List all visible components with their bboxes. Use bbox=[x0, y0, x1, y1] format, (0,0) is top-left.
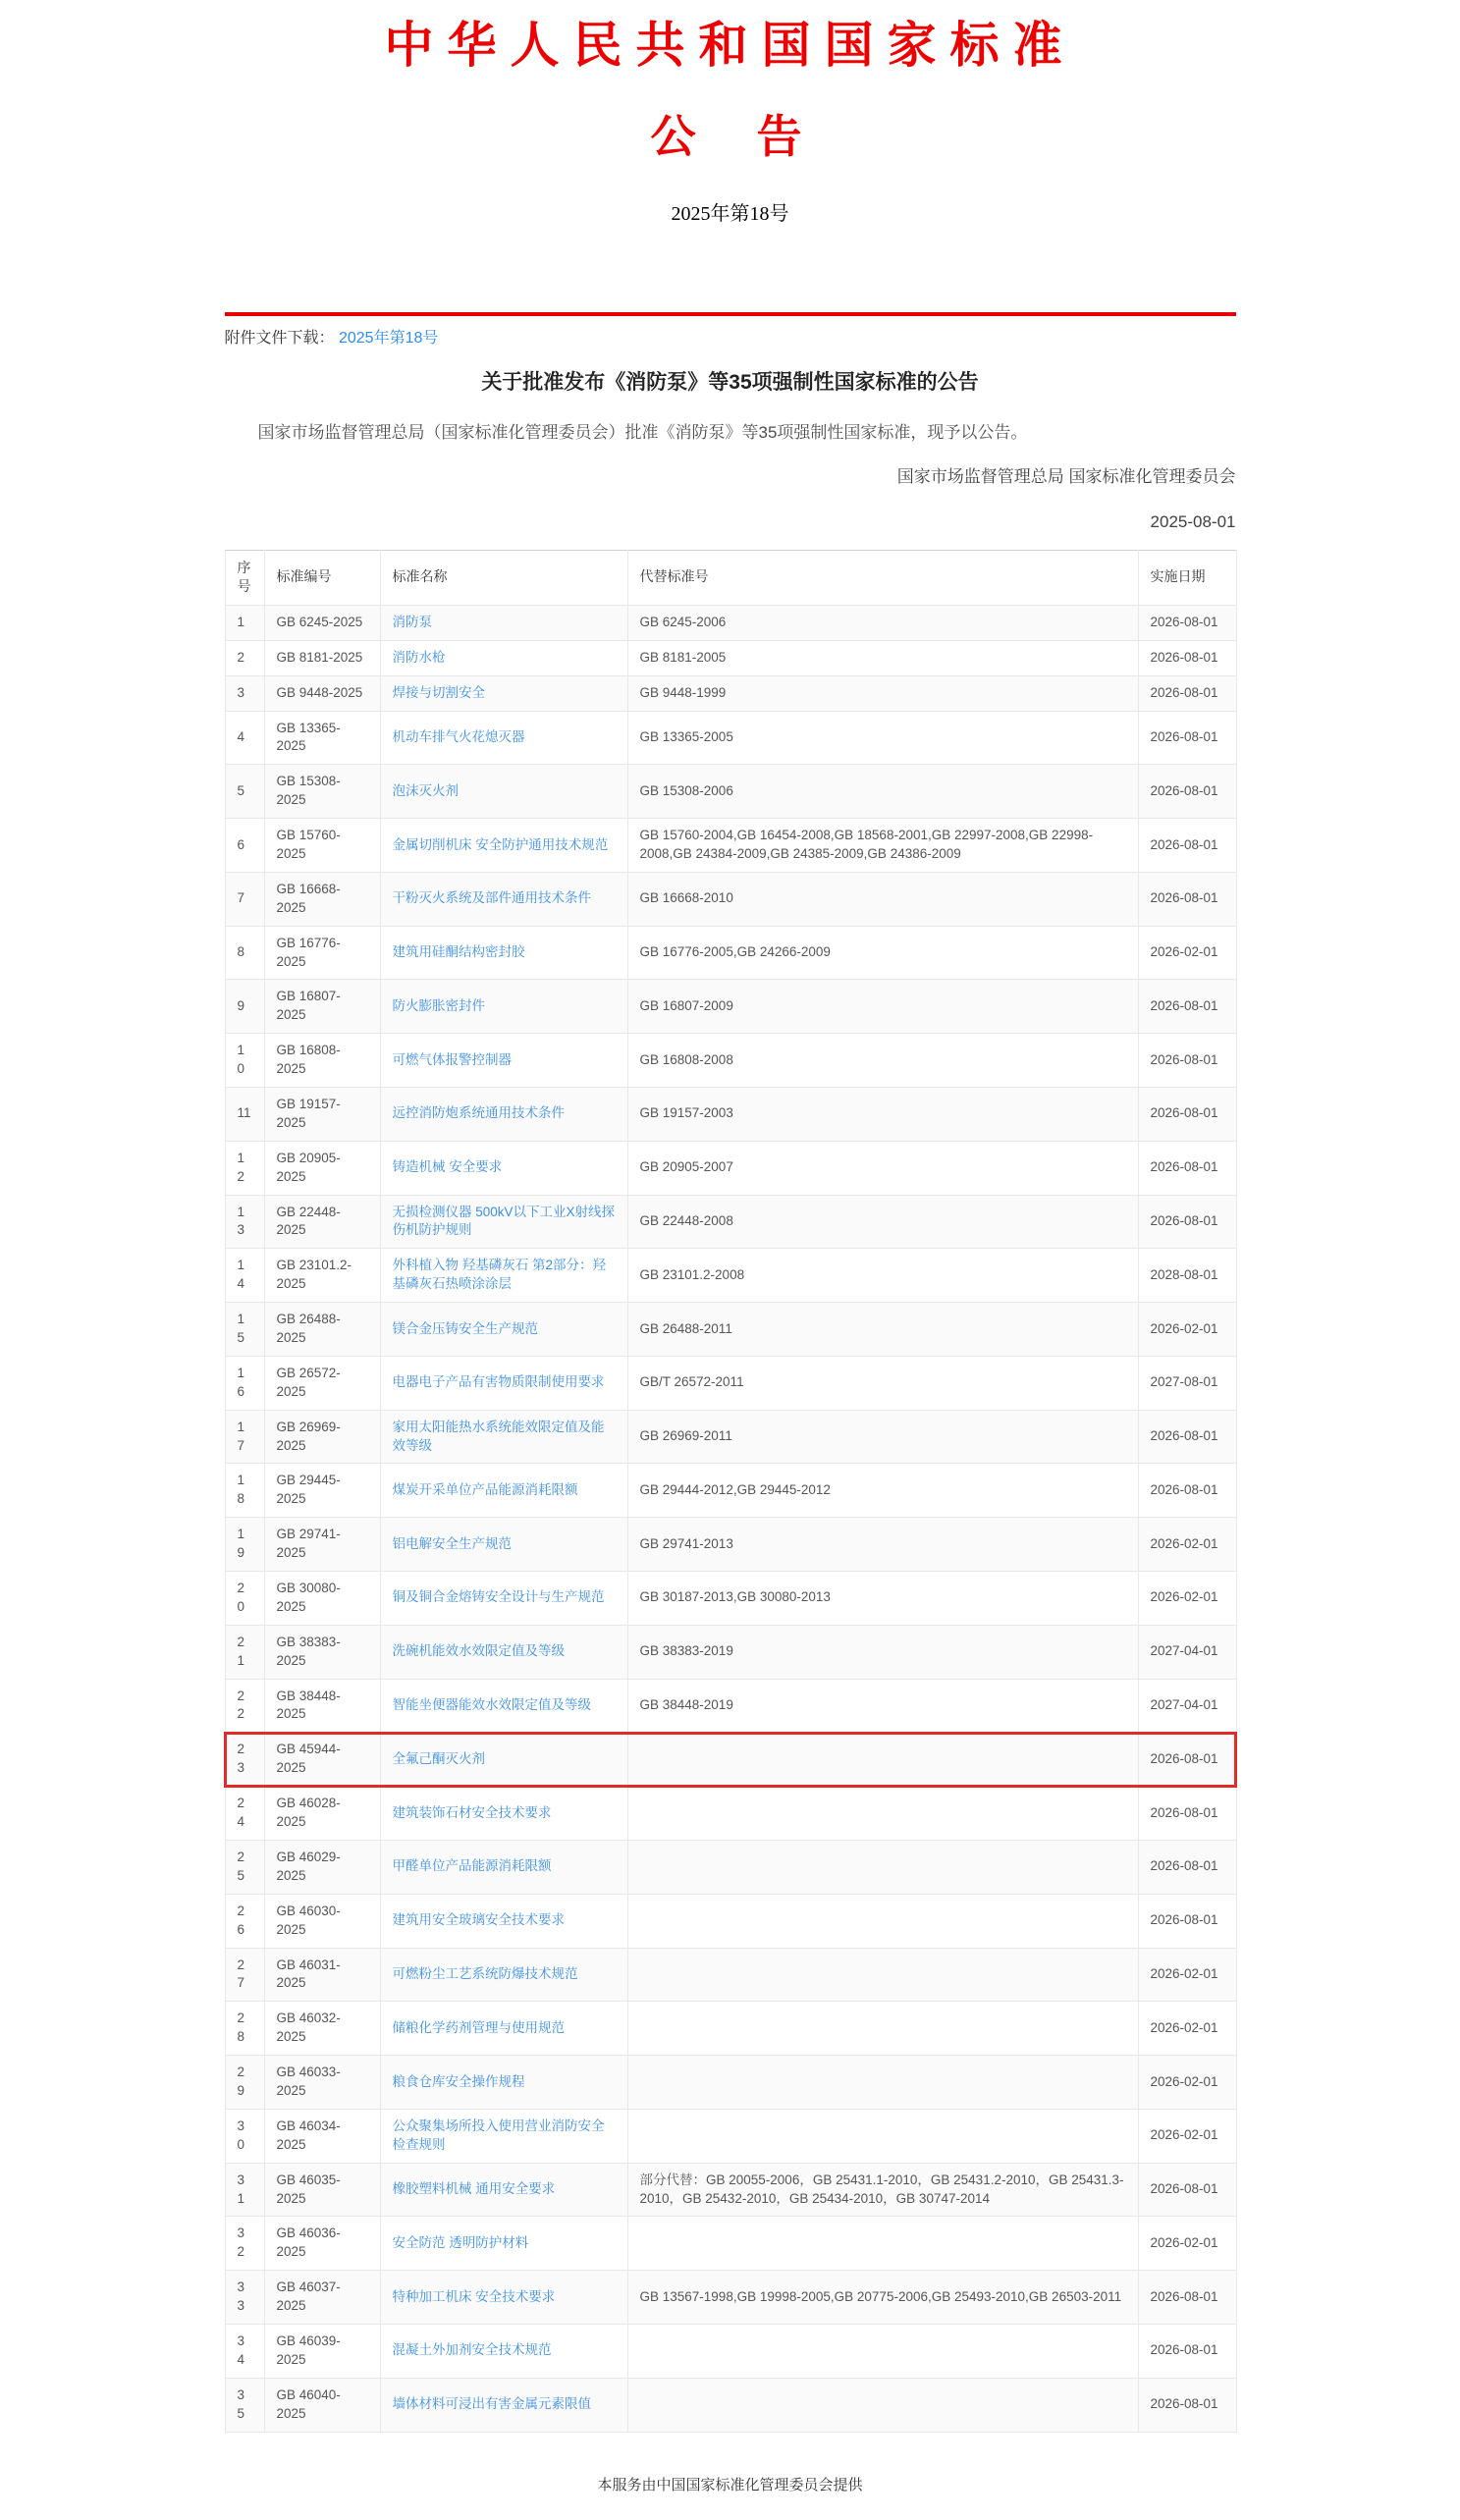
cell-seq: 10 bbox=[225, 1034, 264, 1088]
standard-name-link[interactable]: 可燃粉尘工艺系统防爆技术规范 bbox=[392, 1965, 578, 1981]
cell-date: 2028-08-01 bbox=[1138, 1249, 1236, 1303]
cell-name bbox=[380, 2324, 627, 2378]
cell-replaced: GB 29741-2013 bbox=[627, 1518, 1138, 1572]
cell-name bbox=[380, 1088, 627, 1142]
col-header-seq: 序号 bbox=[225, 550, 264, 605]
standards-table bbox=[225, 550, 1237, 2433]
doc-number: 2025年第18号 bbox=[671, 203, 789, 226]
standard-name-link[interactable]: 安全防范 透明防护材料 bbox=[392, 2234, 529, 2250]
footer-service-note: 本服务由中国国家标准化管理委员会提供 bbox=[597, 2476, 863, 2493]
cell-replaced: GB/T 26572-2011 bbox=[627, 1356, 1138, 1410]
cell-date: 2026-08-01 bbox=[1138, 1894, 1236, 1948]
cell-seq: 11 bbox=[225, 1088, 264, 1142]
table-row bbox=[225, 1464, 1236, 1518]
cell-replaced: 部分代替：GB 20055-2006，GB 25431.1-2010，GB 25431.2-2010，GB 25431.3-2010，GB 25432-2010，GB 25434-2010，GB 30747-2014 bbox=[627, 2163, 1138, 2217]
table-row bbox=[225, 1787, 1236, 1841]
announcement-title: 关于批准发布《消防泵》等35项强制性国家标准的公告 bbox=[481, 371, 979, 395]
cell-name bbox=[380, 1518, 627, 1572]
cell-name bbox=[380, 640, 627, 675]
cell-code: GB 46035-2025 bbox=[264, 2163, 380, 2217]
col-header-code: 标准编号 bbox=[264, 550, 380, 605]
cell-seq: 16 bbox=[225, 1356, 264, 1410]
cell-code: GB 46031-2025 bbox=[264, 1948, 380, 2002]
table-row bbox=[225, 675, 1236, 711]
cell-date: 2026-08-01 bbox=[1138, 2163, 1236, 2217]
cell-name bbox=[380, 605, 627, 640]
cell-name bbox=[380, 980, 627, 1034]
col-header-name: 标准名称 bbox=[380, 550, 627, 605]
table-row bbox=[225, 2324, 1236, 2378]
cell-seq: 13 bbox=[225, 1195, 264, 1249]
cell-replaced: GB 15308-2006 bbox=[627, 765, 1138, 819]
cell-replaced bbox=[627, 2378, 1138, 2432]
standard-name-link[interactable]: 无损检测仪器 500kV以下工业X射线探伤机防护规则 bbox=[392, 1204, 616, 1238]
table-row bbox=[225, 1679, 1236, 1733]
cell-code: GB 8181-2025 bbox=[264, 640, 380, 675]
standard-name-link[interactable]: 全氟己酮灭火剂 bbox=[392, 1750, 485, 1766]
standard-name-link[interactable]: 焊接与切割安全 bbox=[392, 684, 485, 700]
cell-date: 2026-08-01 bbox=[1138, 1034, 1236, 1088]
col-header-replaced: 代替标准号 bbox=[627, 550, 1138, 605]
cell-date: 2026-02-01 bbox=[1138, 2056, 1236, 2110]
cell-date: 2026-08-01 bbox=[1138, 872, 1236, 926]
cell-code: GB 15308-2025 bbox=[264, 765, 380, 819]
cell-date: 2026-08-01 bbox=[1138, 605, 1236, 640]
table-row bbox=[225, 819, 1236, 873]
cell-date: 2026-08-01 bbox=[1138, 1088, 1236, 1142]
cell-replaced bbox=[627, 2324, 1138, 2378]
issuer-line: 国家市场监督管理总局 国家标准化管理委员会 bbox=[896, 466, 1236, 486]
cell-replaced: GB 19157-2003 bbox=[627, 1088, 1138, 1142]
standard-name-link[interactable]: 消防泵 bbox=[392, 614, 432, 629]
cell-date: 2026-02-01 bbox=[1138, 1303, 1236, 1357]
cell-name bbox=[380, 2056, 627, 2110]
cell-replaced bbox=[627, 1733, 1138, 1787]
cell-code: GB 13365-2025 bbox=[264, 711, 380, 765]
standard-name-link[interactable]: 煤炭开采单位产品能源消耗限额 bbox=[392, 1481, 578, 1497]
standard-name-link[interactable]: 家用太阳能热水系统能效限定值及能效等级 bbox=[392, 1419, 605, 1453]
standard-name-link[interactable]: 智能坐便器能效水效限定值及等级 bbox=[392, 1697, 591, 1713]
cell-replaced bbox=[627, 1787, 1138, 1841]
standard-name-link[interactable]: 混凝土外加剂安全技术规范 bbox=[392, 2342, 552, 2358]
cell-code: GB 26572-2025 bbox=[264, 1356, 380, 1410]
cell-replaced: GB 6245-2006 bbox=[627, 605, 1138, 640]
cell-seq: 7 bbox=[225, 872, 264, 926]
cell-replaced: GB 38448-2019 bbox=[627, 1679, 1138, 1733]
cell-replaced: GB 16668-2010 bbox=[627, 872, 1138, 926]
table-row bbox=[225, 2378, 1236, 2432]
cell-date: 2027-08-01 bbox=[1138, 1356, 1236, 1410]
standard-name-link[interactable]: 铸造机械 安全要求 bbox=[392, 1159, 503, 1175]
table-row bbox=[225, 1518, 1236, 1572]
cell-replaced: GB 20905-2007 bbox=[627, 1141, 1138, 1195]
cell-name bbox=[380, 2163, 627, 2217]
cell-date: 2026-02-01 bbox=[1138, 1518, 1236, 1572]
cell-replaced: GB 13365-2005 bbox=[627, 711, 1138, 765]
cell-code: GB 46039-2025 bbox=[264, 2324, 380, 2378]
cell-name bbox=[380, 711, 627, 765]
cell-name bbox=[380, 1141, 627, 1195]
table-row bbox=[225, 1088, 1236, 1142]
cell-seq: 26 bbox=[225, 1894, 264, 1948]
cell-code: GB 30080-2025 bbox=[264, 1572, 380, 1626]
cell-seq: 20 bbox=[225, 1572, 264, 1626]
cell-name bbox=[380, 2378, 627, 2432]
cell-code: GB 6245-2025 bbox=[264, 605, 380, 640]
cell-name bbox=[380, 1356, 627, 1410]
standard-name-link[interactable]: 外科植入物 羟基磷灰石 第2部分：羟基磷灰石热喷涂涂层 bbox=[392, 1258, 607, 1292]
cell-code: GB 15760-2025 bbox=[264, 819, 380, 873]
cell-date: 2026-08-01 bbox=[1138, 980, 1236, 1034]
cell-name bbox=[380, 1625, 627, 1679]
standard-name-link[interactable]: 橡胶塑料机械 通用安全要求 bbox=[392, 2181, 556, 2197]
cell-code: GB 16776-2025 bbox=[264, 926, 380, 980]
cell-code: GB 46036-2025 bbox=[264, 2217, 380, 2271]
cell-name bbox=[380, 1195, 627, 1249]
attachment-line bbox=[225, 325, 1236, 348]
cell-date: 2026-08-01 bbox=[1138, 1141, 1236, 1195]
cell-date: 2026-08-01 bbox=[1138, 640, 1236, 675]
standard-name-link[interactable]: 干粉灭火系统及部件通用技术条件 bbox=[392, 890, 591, 906]
cell-name bbox=[380, 1787, 627, 1841]
table-row bbox=[225, 1733, 1236, 1787]
table-row bbox=[225, 2056, 1236, 2110]
cell-code: GB 38448-2025 bbox=[264, 1679, 380, 1733]
cell-date: 2026-02-01 bbox=[1138, 1948, 1236, 2002]
cell-replaced: GB 15760-2004,GB 16454-2008,GB 18568-2001,GB 22997-2008,GB 22998-2008,GB 24384-2009,GB 24385-2009,GB 24386-2009 bbox=[627, 819, 1138, 873]
cell-name bbox=[380, 1840, 627, 1894]
cell-seq: 17 bbox=[225, 1410, 264, 1464]
page-title: 中华人民共和国国家标准 bbox=[384, 18, 1076, 73]
cell-seq: 32 bbox=[225, 2217, 264, 2271]
standard-name-link[interactable]: 建筑用硅酮结构密封胶 bbox=[392, 944, 525, 960]
cell-date: 2026-02-01 bbox=[1138, 2002, 1236, 2056]
cell-replaced bbox=[627, 2056, 1138, 2110]
cell-date: 2026-08-01 bbox=[1138, 2378, 1236, 2432]
cell-code: GB 46029-2025 bbox=[264, 1840, 380, 1894]
cell-date: 2027-04-01 bbox=[1138, 1679, 1236, 1733]
cell-seq: 31 bbox=[225, 2163, 264, 2217]
table-row bbox=[225, 2002, 1236, 2056]
standard-name-link[interactable]: 电器电子产品有害物质限制使用要求 bbox=[392, 1374, 605, 1390]
page-subtitle: 公 告 bbox=[650, 112, 810, 162]
table-row bbox=[225, 1034, 1236, 1088]
standards-table-body bbox=[225, 605, 1236, 2432]
cell-seq: 3 bbox=[225, 675, 264, 711]
cell-name bbox=[380, 926, 627, 980]
cell-seq: 6 bbox=[225, 819, 264, 873]
cell-replaced: GB 16808-2008 bbox=[627, 1034, 1138, 1088]
table-row bbox=[225, 1303, 1236, 1357]
cell-name bbox=[380, 1034, 627, 1088]
cell-code: GB 46037-2025 bbox=[264, 2271, 380, 2325]
cell-replaced: GB 26488-2011 bbox=[627, 1303, 1138, 1357]
cell-seq: 29 bbox=[225, 2056, 264, 2110]
standard-name-link[interactable]: 储粮化学药剂管理与使用规范 bbox=[392, 2019, 565, 2035]
table-row bbox=[225, 1141, 1236, 1195]
standard-name-link[interactable]: 防火膨胀密封件 bbox=[392, 997, 485, 1013]
cell-seq: 8 bbox=[225, 926, 264, 980]
cell-seq: 18 bbox=[225, 1464, 264, 1518]
cell-name bbox=[380, 1249, 627, 1303]
cell-seq: 2 bbox=[225, 640, 264, 675]
cell-seq: 24 bbox=[225, 1787, 264, 1841]
cell-code: GB 45944-2025 bbox=[264, 1733, 380, 1787]
cell-date: 2026-08-01 bbox=[1138, 1733, 1236, 1787]
cell-replaced bbox=[627, 2217, 1138, 2271]
cell-date: 2026-08-01 bbox=[1138, 819, 1236, 873]
cell-replaced bbox=[627, 1840, 1138, 1894]
standard-name-link[interactable]: 铝电解安全生产规范 bbox=[392, 1535, 512, 1551]
attachment-label: 附件文件下载： bbox=[224, 330, 335, 348]
table-row bbox=[225, 711, 1236, 765]
standard-name-link[interactable]: 泡沫灭火剂 bbox=[392, 782, 459, 798]
table-row bbox=[225, 1356, 1236, 1410]
standard-name-link[interactable]: 可燃气体报警控制器 bbox=[392, 1051, 512, 1067]
cell-seq: 33 bbox=[225, 2271, 264, 2325]
cell-code: GB 16807-2025 bbox=[264, 980, 380, 1034]
cell-name bbox=[380, 2002, 627, 2056]
cell-seq: 9 bbox=[225, 980, 264, 1034]
table-row bbox=[225, 2271, 1236, 2325]
cell-replaced: GB 38383-2019 bbox=[627, 1625, 1138, 1679]
masthead bbox=[225, 16, 1236, 226]
cell-name bbox=[380, 2271, 627, 2325]
table-row bbox=[225, 1572, 1236, 1626]
table-row bbox=[225, 1249, 1236, 1303]
table-row bbox=[225, 2163, 1236, 2217]
cell-code: GB 46040-2025 bbox=[264, 2378, 380, 2432]
cell-replaced: GB 16776-2005,GB 24266-2009 bbox=[627, 926, 1138, 980]
cell-name bbox=[380, 2109, 627, 2163]
cell-date: 2026-08-01 bbox=[1138, 1464, 1236, 1518]
cell-code: GB 9448-2025 bbox=[264, 675, 380, 711]
cell-replaced bbox=[627, 1948, 1138, 2002]
standard-name-link[interactable]: 消防水枪 bbox=[392, 649, 446, 665]
table-row bbox=[225, 1840, 1236, 1894]
red-divider bbox=[225, 312, 1236, 316]
cell-code: GB 26488-2025 bbox=[264, 1303, 380, 1357]
standard-name-link[interactable]: 特种加工机床 安全技术要求 bbox=[392, 2288, 556, 2304]
cell-seq: 23 bbox=[225, 1733, 264, 1787]
cell-replaced: GB 30187-2013,GB 30080-2013 bbox=[627, 1572, 1138, 1626]
cell-replaced: GB 13567-1998,GB 19998-2005,GB 20775-2006,GB 25493-2010,GB 26503-2011 bbox=[627, 2271, 1138, 2325]
table-row bbox=[225, 1195, 1236, 1249]
cell-replaced: GB 22448-2008 bbox=[627, 1195, 1138, 1249]
standard-name-link[interactable]: 粮食仓库安全操作规程 bbox=[392, 2073, 525, 2089]
cell-name bbox=[380, 1733, 627, 1787]
cell-date: 2026-08-01 bbox=[1138, 675, 1236, 711]
cell-seq: 27 bbox=[225, 1948, 264, 2002]
table-row bbox=[225, 640, 1236, 675]
cell-date: 2026-08-01 bbox=[1138, 765, 1236, 819]
announcement-body: 国家市场监督管理总局（国家标准化管理委员会）批准《消防泵》等35项强制性国家标准，现予以公告。 bbox=[257, 423, 1028, 443]
table-row bbox=[225, 2109, 1236, 2163]
cell-seq: 12 bbox=[225, 1141, 264, 1195]
cell-seq: 28 bbox=[225, 2002, 264, 2056]
cell-date: 2026-08-01 bbox=[1138, 2271, 1236, 2325]
attachment-download-link[interactable]: 2025年第18号 bbox=[338, 330, 439, 348]
cell-seq: 4 bbox=[225, 711, 264, 765]
cell-code: GB 46030-2025 bbox=[264, 1894, 380, 1948]
table-row bbox=[225, 605, 1236, 640]
cell-date: 2026-08-01 bbox=[1138, 2324, 1236, 2378]
cell-date: 2026-08-01 bbox=[1138, 1410, 1236, 1464]
cell-seq: 30 bbox=[225, 2109, 264, 2163]
cell-seq: 22 bbox=[225, 1679, 264, 1733]
table-row bbox=[225, 980, 1236, 1034]
cell-replaced: GB 8181-2005 bbox=[627, 640, 1138, 675]
cell-name bbox=[380, 1894, 627, 1948]
col-header-date: 实施日期 bbox=[1138, 550, 1236, 605]
cell-name bbox=[380, 1679, 627, 1733]
table-row bbox=[225, 872, 1236, 926]
cell-replaced: GB 9448-1999 bbox=[627, 675, 1138, 711]
standard-name-link[interactable]: 金属切削机床 安全防护通用技术规范 bbox=[392, 836, 609, 852]
cell-seq: 34 bbox=[225, 2324, 264, 2378]
cell-name bbox=[380, 1410, 627, 1464]
cell-name bbox=[380, 1572, 627, 1626]
cell-code: GB 46032-2025 bbox=[264, 2002, 380, 2056]
standard-name-link[interactable]: 远控消防炮系统通用技术条件 bbox=[392, 1105, 565, 1121]
table-row bbox=[225, 926, 1236, 980]
standards-table-header bbox=[225, 550, 1236, 605]
table-row bbox=[225, 1625, 1236, 1679]
cell-code: GB 19157-2025 bbox=[264, 1088, 380, 1142]
cell-replaced bbox=[627, 1894, 1138, 1948]
cell-name bbox=[380, 765, 627, 819]
cell-date: 2026-02-01 bbox=[1138, 1572, 1236, 1626]
table-row bbox=[225, 765, 1236, 819]
cell-seq: 15 bbox=[225, 1303, 264, 1357]
cell-date: 2026-02-01 bbox=[1138, 2109, 1236, 2163]
cell-seq: 1 bbox=[225, 605, 264, 640]
cell-date: 2026-08-01 bbox=[1138, 711, 1236, 765]
cell-seq: 5 bbox=[225, 765, 264, 819]
cell-replaced: GB 16807-2009 bbox=[627, 980, 1138, 1034]
cell-name bbox=[380, 675, 627, 711]
standard-name-link[interactable]: 甲醛单位产品能源消耗限额 bbox=[392, 1858, 552, 1874]
cell-name bbox=[380, 2217, 627, 2271]
cell-code: GB 16808-2025 bbox=[264, 1034, 380, 1088]
announcement-page bbox=[225, 0, 1236, 2520]
cell-date: 2026-02-01 bbox=[1138, 926, 1236, 980]
header-row bbox=[225, 550, 1236, 605]
cell-code: GB 23101.2-2025 bbox=[264, 1249, 380, 1303]
standard-name-link[interactable]: 建筑用安全玻璃安全技术要求 bbox=[392, 1912, 565, 1928]
cell-code: GB 29445-2025 bbox=[264, 1464, 380, 1518]
cell-code: GB 46034-2025 bbox=[264, 2109, 380, 2163]
cell-name bbox=[380, 872, 627, 926]
cell-date: 2026-02-01 bbox=[1138, 2217, 1236, 2271]
cell-date: 2026-08-01 bbox=[1138, 1195, 1236, 1249]
standard-name-link[interactable]: 公众聚集场所投入使用营业消防安全检查规则 bbox=[392, 2118, 605, 2152]
table-row bbox=[225, 1894, 1236, 1948]
cell-code: GB 46033-2025 bbox=[264, 2056, 380, 2110]
cell-code: GB 20905-2025 bbox=[264, 1141, 380, 1195]
cell-date: 2026-08-01 bbox=[1138, 1840, 1236, 1894]
cell-seq: 35 bbox=[225, 2378, 264, 2432]
cell-name bbox=[380, 1464, 627, 1518]
cell-replaced bbox=[627, 2002, 1138, 2056]
standard-name-link[interactable]: 建筑装饰石材安全技术要求 bbox=[392, 1804, 552, 1820]
cell-name bbox=[380, 819, 627, 873]
cell-code: GB 46028-2025 bbox=[264, 1787, 380, 1841]
standard-name-link[interactable]: 机动车排气火花熄灭器 bbox=[392, 728, 525, 744]
cell-date: 2026-08-01 bbox=[1138, 1787, 1236, 1841]
cell-replaced: GB 29444-2012,GB 29445-2012 bbox=[627, 1464, 1138, 1518]
cell-seq: 21 bbox=[225, 1625, 264, 1679]
table-row bbox=[225, 1948, 1236, 2002]
standard-name-link[interactable]: 洗碗机能效水效限定值及等级 bbox=[392, 1643, 565, 1659]
cell-code: GB 38383-2025 bbox=[264, 1625, 380, 1679]
cell-code: GB 16668-2025 bbox=[264, 872, 380, 926]
cell-seq: 19 bbox=[225, 1518, 264, 1572]
cell-code: GB 26969-2025 bbox=[264, 1410, 380, 1464]
cell-code: GB 29741-2025 bbox=[264, 1518, 380, 1572]
issue-date: 2025-08-01 bbox=[1150, 511, 1236, 531]
cell-seq: 25 bbox=[225, 1840, 264, 1894]
cell-replaced: GB 23101.2-2008 bbox=[627, 1249, 1138, 1303]
cell-name bbox=[380, 1948, 627, 2002]
standard-name-link[interactable]: 镁合金压铸安全生产规范 bbox=[392, 1320, 538, 1336]
standard-name-link[interactable]: 铜及铜合金熔铸安全设计与生产规范 bbox=[392, 1589, 605, 1605]
cell-name bbox=[380, 1303, 627, 1357]
cell-seq: 14 bbox=[225, 1249, 264, 1303]
cell-replaced bbox=[627, 2109, 1138, 2163]
table-row bbox=[225, 1410, 1236, 1464]
cell-replaced: GB 26969-2011 bbox=[627, 1410, 1138, 1464]
cell-code: GB 22448-2025 bbox=[264, 1195, 380, 1249]
cell-date: 2027-04-01 bbox=[1138, 1625, 1236, 1679]
standard-name-link[interactable]: 墙体材料可浸出有害金属元素限值 bbox=[392, 2396, 591, 2412]
table-row bbox=[225, 2217, 1236, 2271]
